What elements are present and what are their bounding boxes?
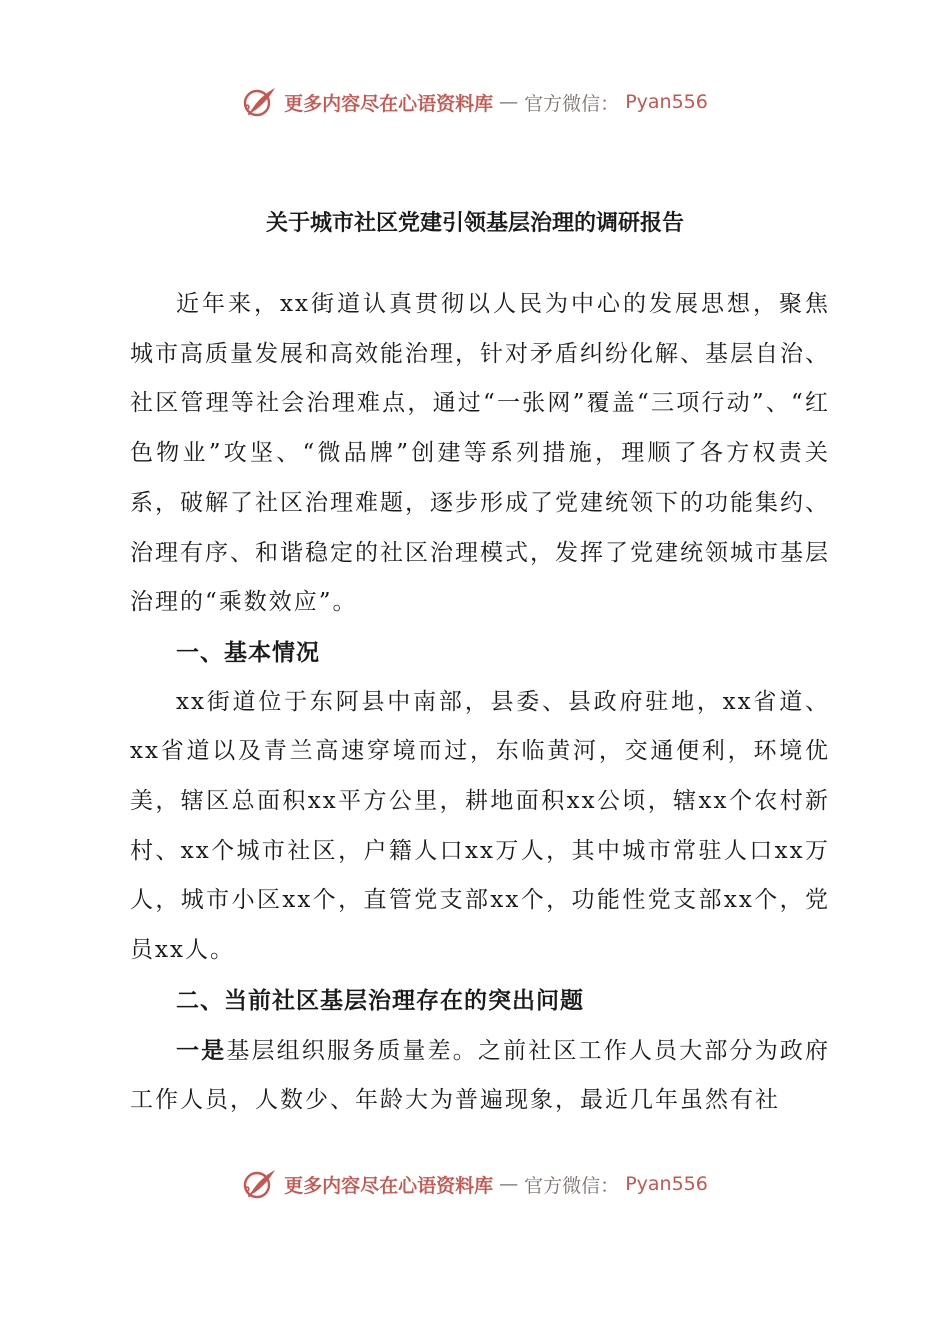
watermark-separator: — — [499, 1173, 519, 1195]
problem-lead-label: 一是 — [176, 1036, 227, 1064]
watermark-wechat-id: Pyan556 — [625, 91, 708, 113]
watermark-wechat-id: Pyan556 — [625, 1173, 708, 1195]
watermark-main-text: 更多内容尽在心语资料库 — [284, 1174, 494, 1197]
intro-paragraph: 近年来，xx街道认真贯彻以人民为中心的发展思想，聚焦城市高质量发展和高效能治理，针对矛盾纠纷化解、基层自治、社区管理等社会治理难点，通过“一张网”覆盖“三项行动”、“红色物业”攻坚、“微品牌”创建等系列措施，理顺了各方权责关系，破解了社区治理难题，逐步形成了党建统领下的功能集约、治理有序、和谐稳定的社区治理模式，发挥了党建统领城市基层治理的“乘数效应”。 — [130, 291, 830, 616]
section-heading-problems: 二、当前社区基层治理存在的突出问题 — [176, 986, 584, 1014]
document-body — [130, 280, 830, 1126]
watermark-banner-top — [0, 80, 950, 124]
problems-paragraph — [130, 1026, 830, 1126]
document-title: 关于城市社区党建引领基层治理的调研报告 — [265, 210, 684, 236]
quill-logo-icon — [242, 1166, 278, 1202]
watermark-wechat-label: 官方微信： — [524, 1174, 620, 1197]
basic-situation-paragraph: xx街道位于东阿县中南部，县委、县政府驻地，xx省道、xx省道以及青兰高速穿境而过，东临黄河，交通便利，环境优美，辖区总面积xx平方公里，耕地面积xx公顷，辖xx个农村新村、xx个城市社区，户籍人口xx万人，其中城市常驻人口xx万人，城市小区xx个，直管党支部xx个，功能性党支部xx个，党员xx人。 — [130, 688, 830, 964]
watermark-separator: — — [499, 91, 519, 113]
watermark-wechat-label: 官方微信： — [524, 92, 620, 115]
watermark-main-text: 更多内容尽在心语资料库 — [284, 92, 494, 115]
quill-logo-icon — [242, 84, 278, 120]
watermark-banner-bottom — [0, 1162, 950, 1206]
section-heading-basic: 一、基本情况 — [176, 638, 320, 666]
problem-text: 基层组织服务质量差。之前社区工作人员大部分为政府工作人员，人数少、年龄大为普遍现象，最近几年虽然有社 — [130, 1037, 831, 1114]
